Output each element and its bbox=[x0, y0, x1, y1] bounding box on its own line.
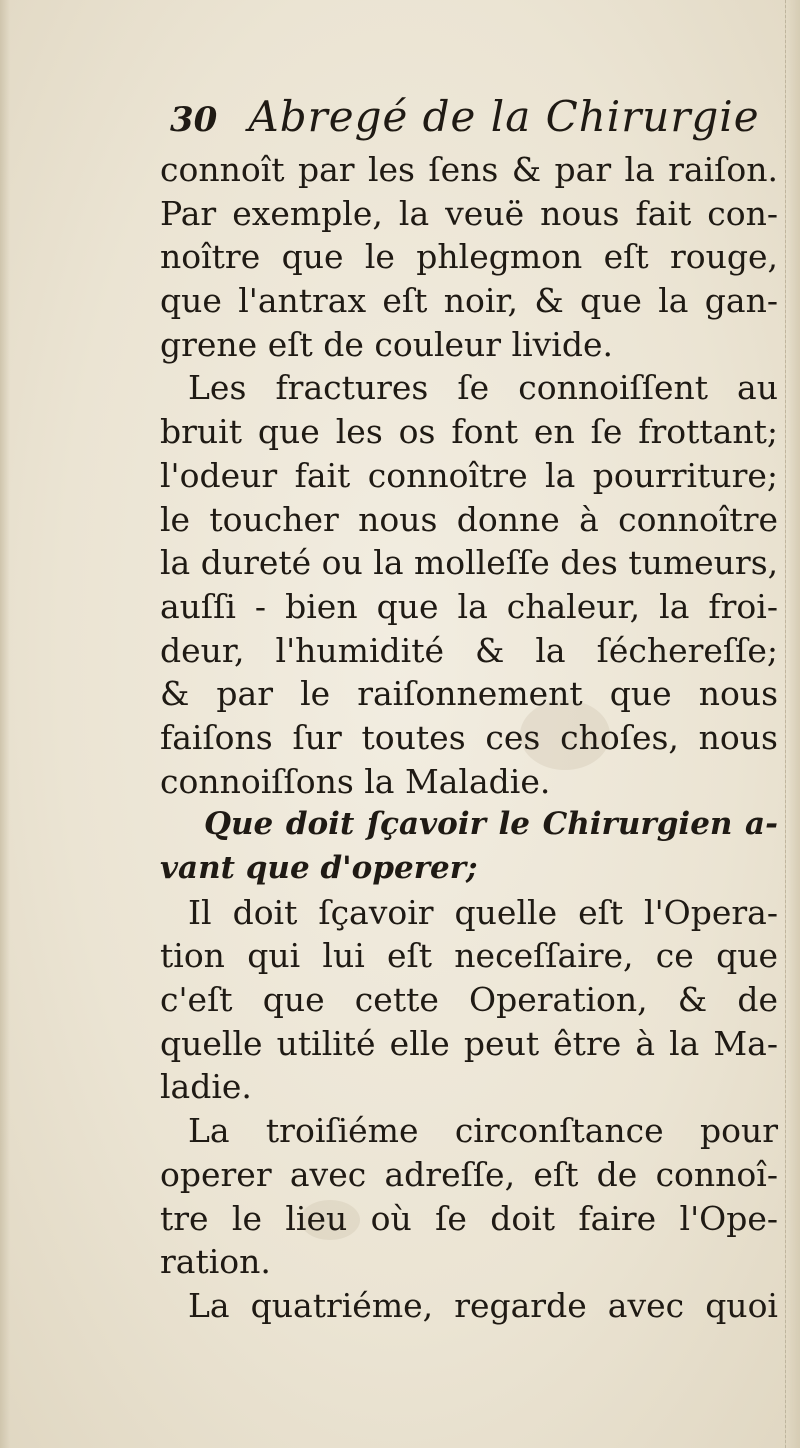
text-line: faiſons ſur toutes ces choſes, nous bbox=[160, 717, 778, 757]
text-line: bruit que les os font en ſe frottant; bbox=[160, 412, 778, 452]
page-number: 30 bbox=[170, 100, 218, 140]
text-line: operer avec adreſſe, eſt de connoî- bbox=[160, 1154, 778, 1194]
text-line: Il doit ſçavoir quelle eſt l'Opera- bbox=[188, 892, 778, 932]
text-line: tion qui lui eſt neceſſaire, ce que bbox=[160, 936, 778, 976]
text-line: quelle utilité elle peut être à la Ma- bbox=[160, 1023, 778, 1063]
text-line: la dureté ou la molleſſe des tumeurs, bbox=[160, 543, 779, 583]
text-line: tre le lieu où ſe doit faire l'Ope- bbox=[160, 1198, 778, 1238]
text-line: l'odeur fait connoître la pourriture; bbox=[160, 455, 778, 495]
text-line: connoiſſons la Maladie. bbox=[160, 761, 551, 801]
text-line: c'eſt que cette Operation, & de bbox=[160, 980, 778, 1020]
question-heading: Que doit ſçavoir le Chirurgien a- bbox=[204, 806, 778, 843]
text-line: deur, l'humidité & la ſéchereſſe; bbox=[160, 630, 778, 670]
text-line: Par exemple, la veuë nous fait con- bbox=[160, 193, 778, 233]
text-line: que l'antrax eſt noir, & que la gan- bbox=[160, 281, 778, 321]
text-line: connoît par les ſens & par la raiſon. bbox=[160, 150, 778, 189]
text-line: & par le raiſonnement que nous bbox=[160, 674, 778, 714]
text-line: La troiſiéme circonſtance pour bbox=[188, 1111, 778, 1151]
text-line: noître que le phlegmon eſt rouge, bbox=[160, 237, 778, 277]
text-line: ration. bbox=[160, 1242, 271, 1282]
text-line: le toucher nous donne à connoître bbox=[160, 499, 778, 539]
question-heading: vant que d'operer; bbox=[160, 850, 478, 886]
text-line: Les fractures ſe connoiſſent au bbox=[188, 368, 778, 408]
page-edge bbox=[785, 0, 800, 1448]
text-line: La quatriéme, regarde avec quoi bbox=[188, 1285, 778, 1325]
running-header bbox=[170, 92, 770, 152]
running-title: Abregé de la Chirurgie bbox=[248, 92, 760, 141]
text-line: auſſi - bien que la chaleur, la froi- bbox=[160, 586, 778, 626]
text-block bbox=[160, 148, 778, 1328]
text-line: ladie. bbox=[160, 1067, 252, 1107]
binding-gutter bbox=[0, 0, 10, 1448]
text-line: grene eſt de couleur livide. bbox=[160, 324, 613, 364]
